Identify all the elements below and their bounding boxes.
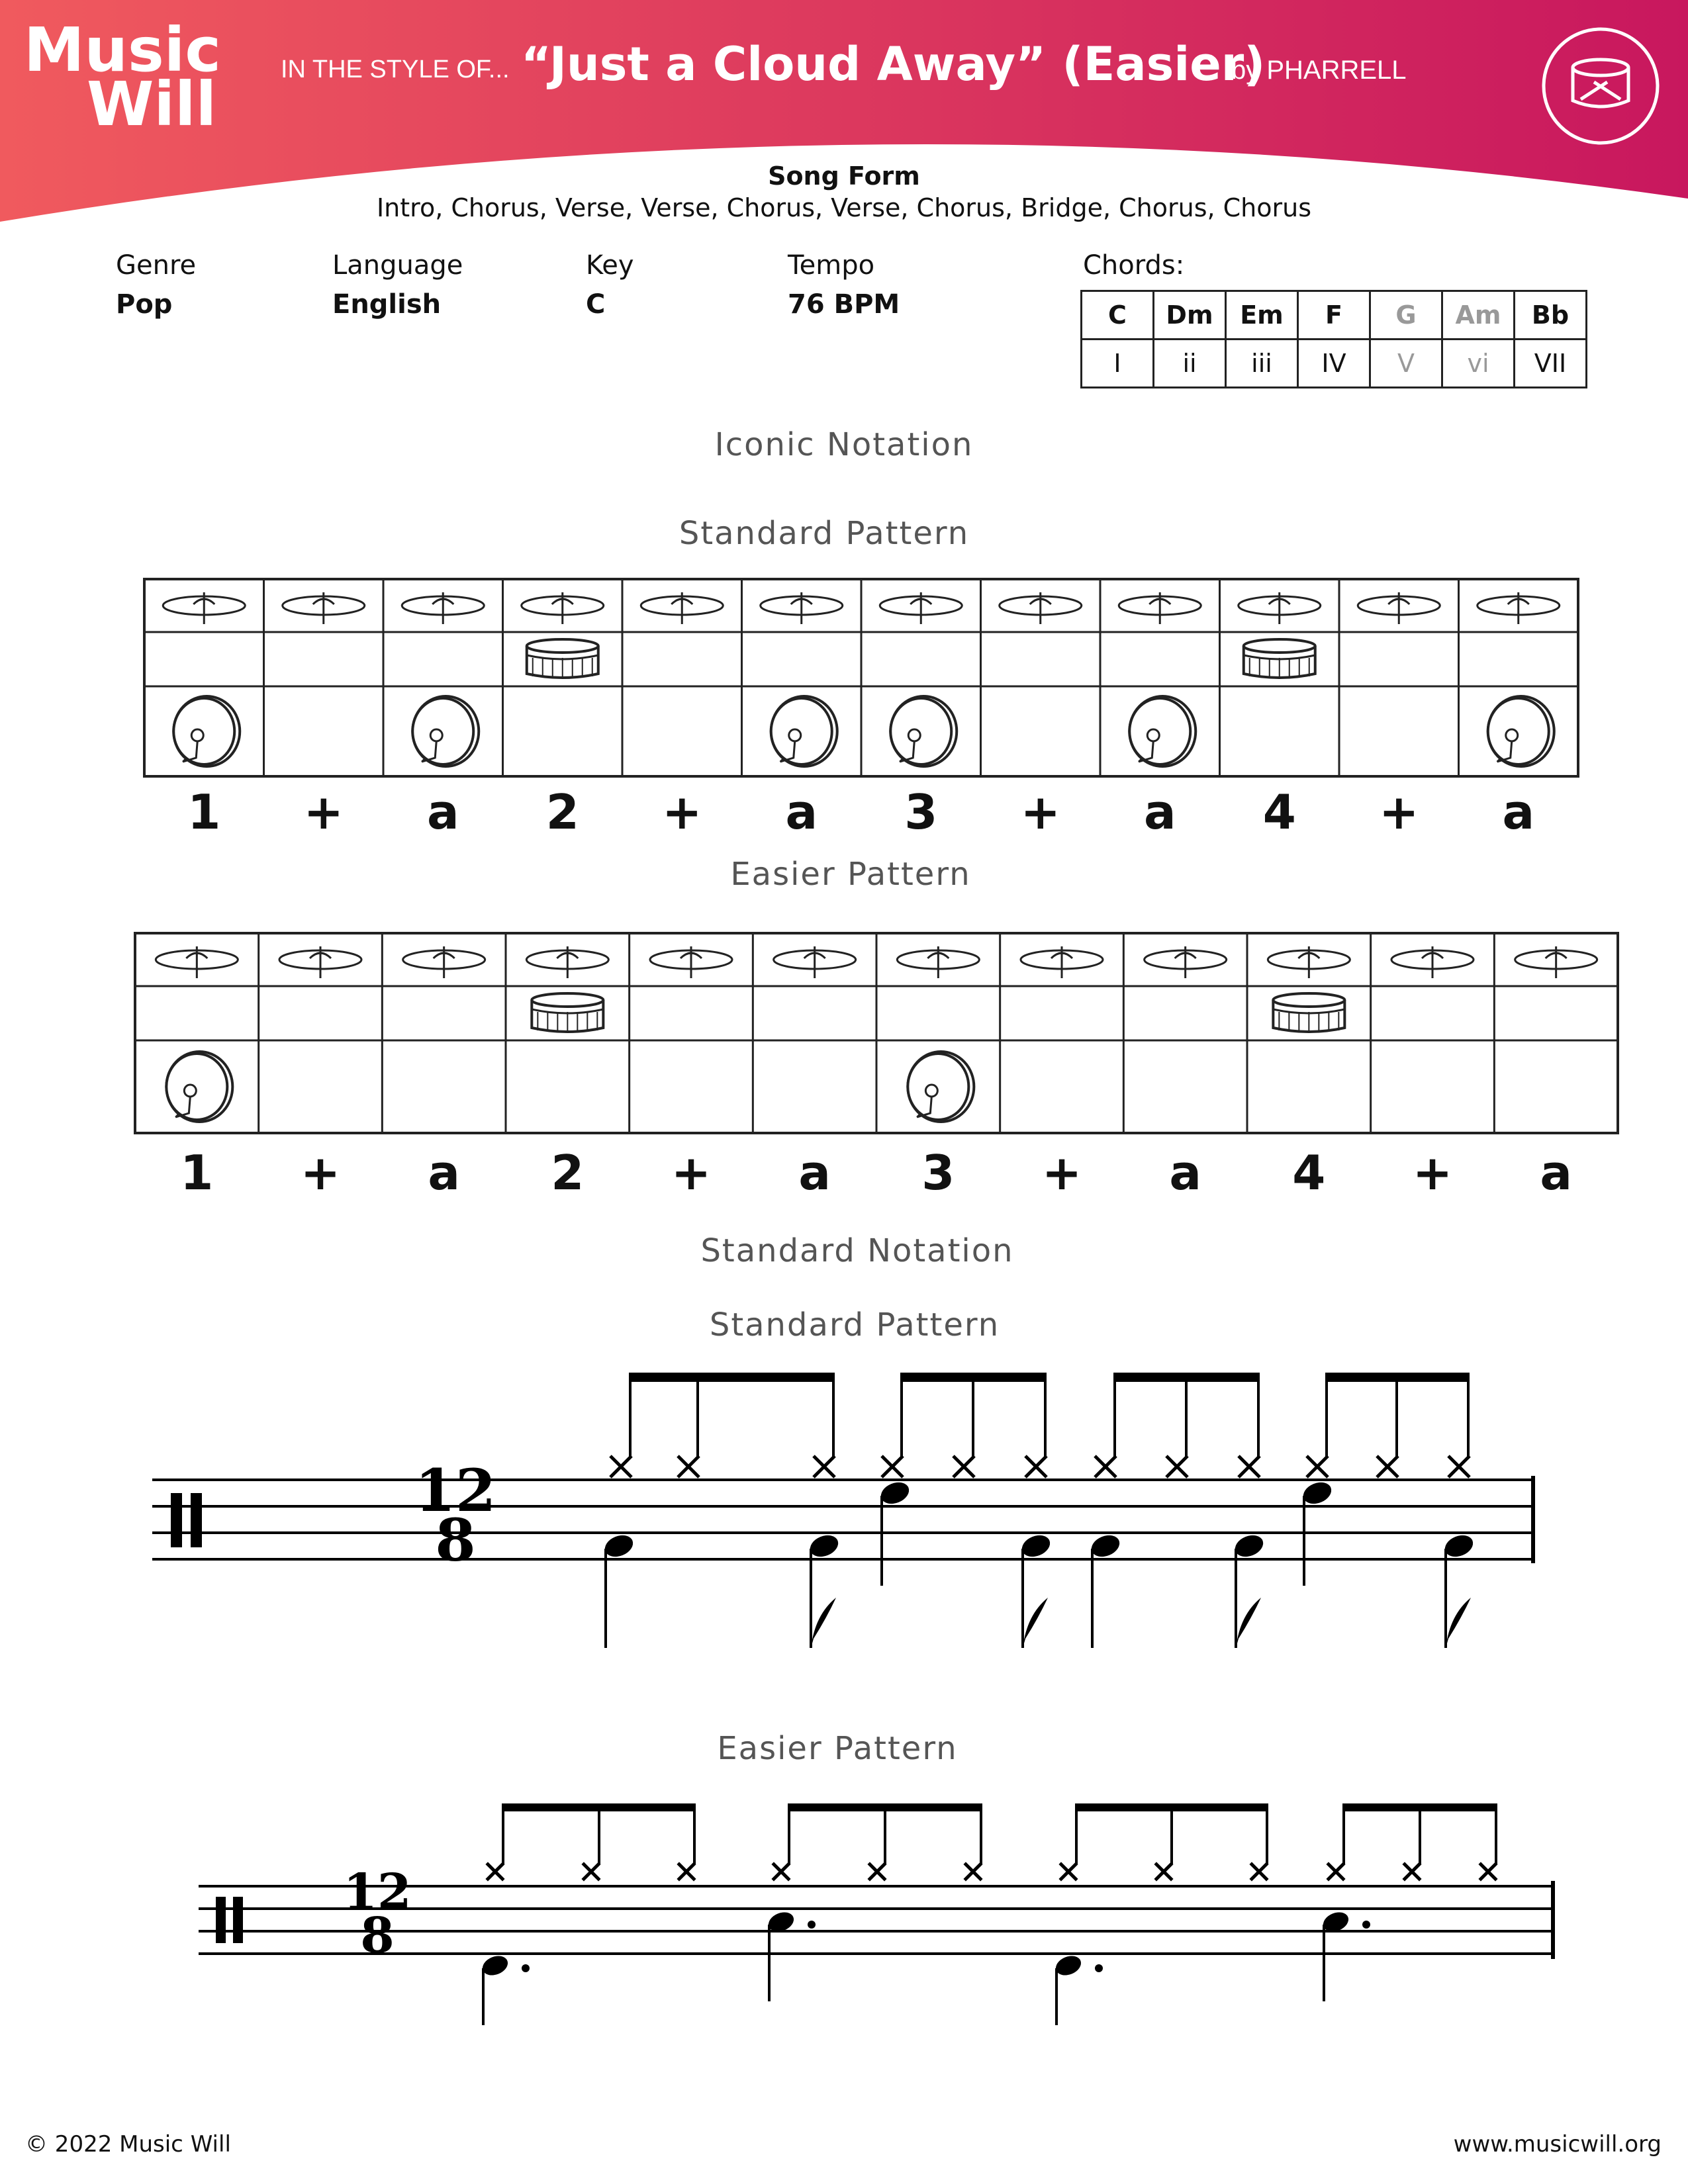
beat-count: 3 (921, 1145, 955, 1201)
bass-drum-icon (412, 696, 479, 766)
beam (1342, 1803, 1497, 1811)
beat-count: + (1041, 1145, 1082, 1201)
beat-count: + (662, 784, 702, 840)
chord-name: Dm (1154, 291, 1226, 340)
hi-hat-icon (1477, 592, 1560, 624)
hi-hat-note (1307, 1456, 1328, 1477)
beat-count: + (1412, 1145, 1453, 1201)
chord-numeral: I (1082, 340, 1154, 388)
time-signature-bottom: 8 (360, 1907, 395, 1964)
beam (1075, 1803, 1268, 1811)
hi-hat-icon (1021, 946, 1103, 978)
dot (1095, 1964, 1103, 1972)
iconic-grid-easier (135, 933, 1618, 1133)
bass-drum-icon (890, 696, 957, 766)
hi-hat-icon (163, 592, 245, 624)
standard-notation-title: Standard Notation (700, 1232, 1014, 1269)
iconic-grid-standard (144, 579, 1578, 776)
song-form-label: Song Form (768, 161, 920, 191)
brand-logo (24, 15, 221, 140)
chord-table (1080, 290, 1587, 388)
bass-drum-icon (908, 1052, 974, 1122)
hi-hat-icon (1239, 592, 1321, 624)
hi-hat-note (583, 1863, 600, 1880)
language-value: English (332, 289, 442, 320)
bass-drum-icon (1488, 696, 1554, 766)
hi-hat-note (1327, 1863, 1344, 1880)
hi-hat-note (814, 1456, 835, 1477)
beam (502, 1803, 696, 1811)
hi-hat-icon (1515, 946, 1597, 978)
hi-hat-icon (283, 592, 365, 624)
hi-hat-note (1250, 1863, 1268, 1880)
notation-standard-title: Standard Pattern (709, 1306, 1000, 1343)
genre-label: Genre (116, 250, 197, 281)
iconic-standard-title: Standard Pattern (679, 515, 970, 552)
language-label: Language (332, 250, 463, 281)
hi-hat-icon (1000, 592, 1082, 624)
flag (1446, 1598, 1471, 1648)
beat-count: + (300, 1145, 341, 1201)
hi-hat-icon (522, 592, 604, 624)
hi-hat-note (1155, 1863, 1172, 1880)
beat-count: + (1379, 784, 1419, 840)
hi-hat-icon (1391, 946, 1474, 978)
time-signature-bottom: 8 (435, 1506, 476, 1574)
hi-hat-icon (880, 592, 962, 624)
hi-hat-icon (641, 592, 723, 624)
style-prefix: IN THE STYLE OF... (281, 56, 510, 83)
bass-drum-icon (166, 1052, 232, 1122)
hi-hat-icon (156, 946, 238, 978)
beat-count: 3 (904, 784, 938, 840)
key-value: C (586, 289, 606, 320)
hi-hat-icon (897, 946, 979, 978)
beat-count: 2 (551, 1145, 585, 1201)
beat-count: 2 (545, 784, 579, 840)
chord-numeral: V (1370, 340, 1442, 388)
tempo-label: Tempo (788, 250, 875, 281)
hi-hat-note (610, 1456, 632, 1477)
beam (900, 1373, 1047, 1382)
beat-count: 1 (187, 784, 221, 840)
beat-count: + (303, 784, 344, 840)
key-label: Key (586, 250, 634, 281)
hi-hat-note (1095, 1456, 1116, 1477)
brand-line1: Music (24, 15, 221, 85)
dot (522, 1964, 530, 1972)
beam (629, 1373, 835, 1382)
genre-value: Pop (116, 289, 173, 320)
iconic-easier-title: Easier Pattern (730, 856, 971, 893)
hi-hat-note (773, 1863, 790, 1880)
iconic-notation-title: Iconic Notation (714, 426, 974, 463)
hi-hat-icon (774, 946, 856, 978)
beat-count: a (428, 1145, 460, 1201)
beat-count: a (1169, 1145, 1201, 1201)
percussion-clef (216, 1897, 243, 1943)
percussion-clef (171, 1493, 202, 1547)
brand-line2: Will (87, 69, 217, 140)
snare-drum-icon (532, 993, 603, 1032)
staff-easier (0, 1774, 1688, 2052)
hi-hat-note (1239, 1456, 1260, 1477)
hi-hat-icon (402, 592, 484, 624)
hi-hat-note (882, 1456, 903, 1477)
hi-hat-icon (1119, 592, 1201, 624)
chord-numeral: VII (1515, 340, 1587, 388)
beat-count: 4 (1292, 1145, 1326, 1201)
chord-name: Em (1226, 291, 1298, 340)
flag (811, 1598, 836, 1648)
dot (1362, 1921, 1370, 1929)
notation-easier-title: Easier Pattern (717, 1730, 958, 1767)
chord-numeral: iii (1226, 340, 1298, 388)
artist-credit: by PHARRELL (1231, 56, 1407, 85)
hi-hat-note (1377, 1456, 1398, 1477)
hi-hat-note (953, 1456, 974, 1477)
beat-count: a (798, 1145, 831, 1201)
beat-count: a (1502, 784, 1535, 840)
beam (1325, 1373, 1470, 1382)
flag (1023, 1598, 1048, 1648)
beam (1113, 1373, 1260, 1382)
flag (1236, 1598, 1261, 1648)
beat-count: a (1540, 1145, 1572, 1201)
chord-name: Am (1442, 291, 1515, 340)
beat-count: + (1020, 784, 1060, 840)
chords-label: Chords: (1083, 250, 1185, 281)
hi-hat-note (1403, 1863, 1421, 1880)
hi-hat-note (1448, 1456, 1470, 1477)
website-url: www.musicwill.org (1453, 2131, 1662, 2158)
hi-hat-note (487, 1863, 504, 1880)
snare-drum-icon (1244, 639, 1315, 678)
hi-hat-note (1025, 1456, 1047, 1477)
hi-hat-icon (1358, 592, 1440, 624)
beat-count: + (671, 1145, 712, 1201)
beat-count: a (1143, 784, 1176, 840)
hi-hat-note (964, 1863, 982, 1880)
beam (788, 1803, 982, 1811)
bass-drum-icon (1129, 696, 1196, 766)
snare-drum-icon (1273, 993, 1344, 1032)
hi-hat-icon (761, 592, 843, 624)
song-title: “Just a Cloud Away” (Easier) (521, 37, 1266, 91)
header-banner (0, 0, 1688, 225)
hi-hat-icon (526, 946, 608, 978)
chord-name: F (1298, 291, 1370, 340)
hi-hat-icon (650, 946, 732, 978)
time-signature-top: 12 (343, 1864, 412, 1921)
bass-drum-icon (173, 696, 240, 766)
beat-count: 4 (1262, 784, 1296, 840)
hi-hat-icon (403, 946, 485, 978)
hi-hat-note (1060, 1863, 1077, 1880)
dot (808, 1921, 816, 1929)
beat-count: a (426, 784, 459, 840)
beat-count: a (785, 784, 818, 840)
chord-numeral: ii (1154, 340, 1226, 388)
chord-numeral: vi (1442, 340, 1515, 388)
hi-hat-note (868, 1863, 886, 1880)
hi-hat-icon (1268, 946, 1350, 978)
beat-count: 1 (180, 1145, 214, 1201)
chord-name: C (1082, 291, 1154, 340)
hi-hat-icon (279, 946, 361, 978)
tempo-value: 76 BPM (788, 289, 900, 320)
hi-hat-note (1166, 1456, 1188, 1477)
chord-numeral: IV (1298, 340, 1370, 388)
snare-drum-icon (527, 639, 598, 678)
bass-drum-icon (771, 696, 837, 766)
hi-hat-icon (1145, 946, 1227, 978)
hi-hat-note (678, 1863, 695, 1880)
hi-hat-note (678, 1456, 699, 1477)
time-signature-top: 12 (414, 1456, 496, 1525)
copyright: © 2022 Music Will (25, 2131, 231, 2158)
staff-standard (0, 1350, 1688, 1707)
chord-name: G (1370, 291, 1442, 340)
hi-hat-note (1479, 1863, 1497, 1880)
chord-name: Bb (1515, 291, 1587, 340)
song-form-value: Intro, Chorus, Verse, Verse, Chorus, Verse, Chorus, Bridge, Chorus, Chorus (376, 193, 1312, 222)
